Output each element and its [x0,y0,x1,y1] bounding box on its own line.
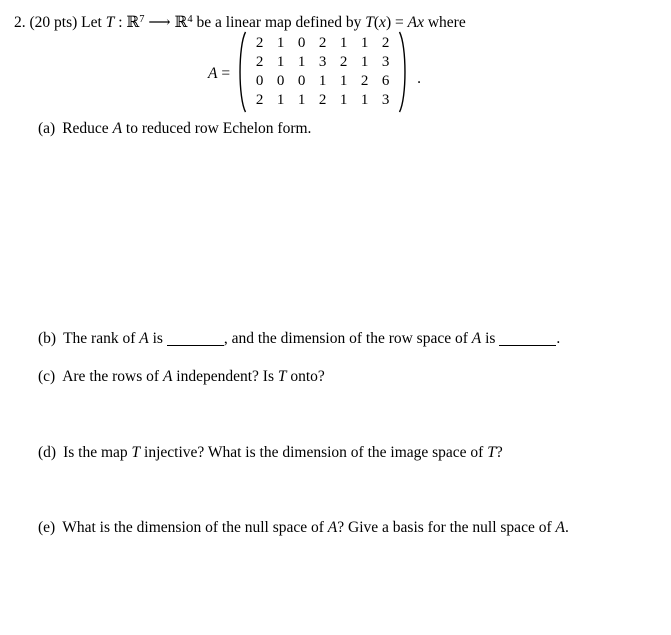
matrix-trailing-period: . [417,70,421,87]
text-segment: A [407,14,418,31]
part-a-text [62,120,311,137]
matrix-cell: 1 [318,73,327,89]
part-a-line [38,119,311,139]
text-segment: is [481,330,500,347]
matrix-cell: 2 [255,35,264,51]
part-d-line [38,443,503,463]
matrix-cell: 2 [381,35,390,51]
matrix-cell: 0 [276,73,285,89]
matrix-cell: 2 [339,54,348,70]
matrix-left-paren [235,30,247,114]
text-segment: x [379,14,386,31]
text-segment: ) = [385,14,408,31]
matrix-cell: 0 [297,73,306,89]
text-segment: 7 [139,14,145,25]
matrix-cell: 2 [318,92,327,108]
matrix-cell: 1 [360,54,369,70]
text-segment: ( [373,14,380,31]
answer-blank [499,342,556,346]
part-a-label: (a) [38,120,56,137]
part-e-label: (e) [38,519,56,536]
text-segment: . [564,519,569,536]
text-segment: where [423,14,466,31]
matrix-cell: 1 [360,35,369,51]
matrix-cell: 3 [381,54,390,70]
matrix-cell: 1 [297,54,306,70]
matrix-cell: 2 [318,35,327,51]
text-segment: Is the map [63,444,132,461]
text-segment: A [162,368,173,385]
matrix-cell: 1 [276,54,285,70]
text-segment: ⟶ [144,14,175,31]
text-segment: Are the rows of [62,368,163,385]
matrix-cell: 2 [360,73,369,89]
text-segment: The rank of [63,330,140,347]
matrix-cell: 1 [339,73,348,89]
matrix-cell: 3 [381,92,390,108]
part-e-line [38,518,569,538]
text-segment: ? [495,444,503,461]
matrix-right-paren [398,30,410,114]
part-d-label: (d) [38,444,57,461]
part-c-text [62,368,325,385]
text-segment: A [471,330,482,347]
text-segment: 2. (20 pts) Let [14,14,106,31]
matrix-cell: 0 [255,73,264,89]
text-segment: is [148,330,167,347]
text-segment: ? Give a basis for the null space of [337,519,556,536]
text-segment: = [217,65,231,82]
text-segment: be a linear map defined by [192,14,366,31]
text-segment: : [114,14,127,31]
matrix-cell: 1 [360,92,369,108]
text-segment: to reduced row Echelon form. [122,120,312,137]
text-segment: What is the dimension of the null space of [62,519,328,536]
matrix-lhs [208,65,230,83]
matrix-cell: 1 [339,35,348,51]
answer-blank [167,342,224,346]
matrix-cell: 3 [318,54,327,70]
matrix-cell: 2 [255,54,264,70]
text-segment: T [277,368,287,385]
matrix-values [249,34,396,110]
text-segment: x [417,14,424,31]
matrix-cell: 0 [297,35,306,51]
text-segment: ℝ [126,14,140,31]
text-segment: T [105,14,115,31]
text-segment: A [327,519,338,536]
text-segment: A [112,120,123,137]
part-b-label: (b) [38,330,57,347]
part-e-text [62,519,569,536]
matrix-cell: 1 [297,92,306,108]
part-b-text [63,330,560,347]
part-c-line [38,367,325,387]
text-segment: 4 [187,14,193,25]
matrix-cell: 1 [276,35,285,51]
text-segment: onto? [286,368,325,385]
matrix-cell: 2 [255,92,264,108]
text-segment: A [555,519,565,536]
matrix-cell: 1 [339,92,348,108]
text-segment: ℝ [174,14,188,31]
matrix-cell: 6 [381,73,390,89]
matrix-equation [208,30,421,114]
text-segment: A [139,330,149,347]
text-segment: . [556,330,561,347]
text-segment: T [365,14,374,31]
text-segment: , and the dimension of the row space of [223,330,472,347]
text-segment: A [208,65,218,82]
part-b-line [38,329,560,349]
matrix-cell: 1 [276,92,285,108]
text-segment: Reduce [62,120,113,137]
text-segment: T [131,444,141,461]
part-c-label: (c) [38,368,56,385]
part-d-text [63,444,503,461]
text-segment: injective? What is the dimension of the image space of [140,444,488,461]
text-segment: T [487,444,496,461]
text-segment: independent? Is [172,368,278,385]
